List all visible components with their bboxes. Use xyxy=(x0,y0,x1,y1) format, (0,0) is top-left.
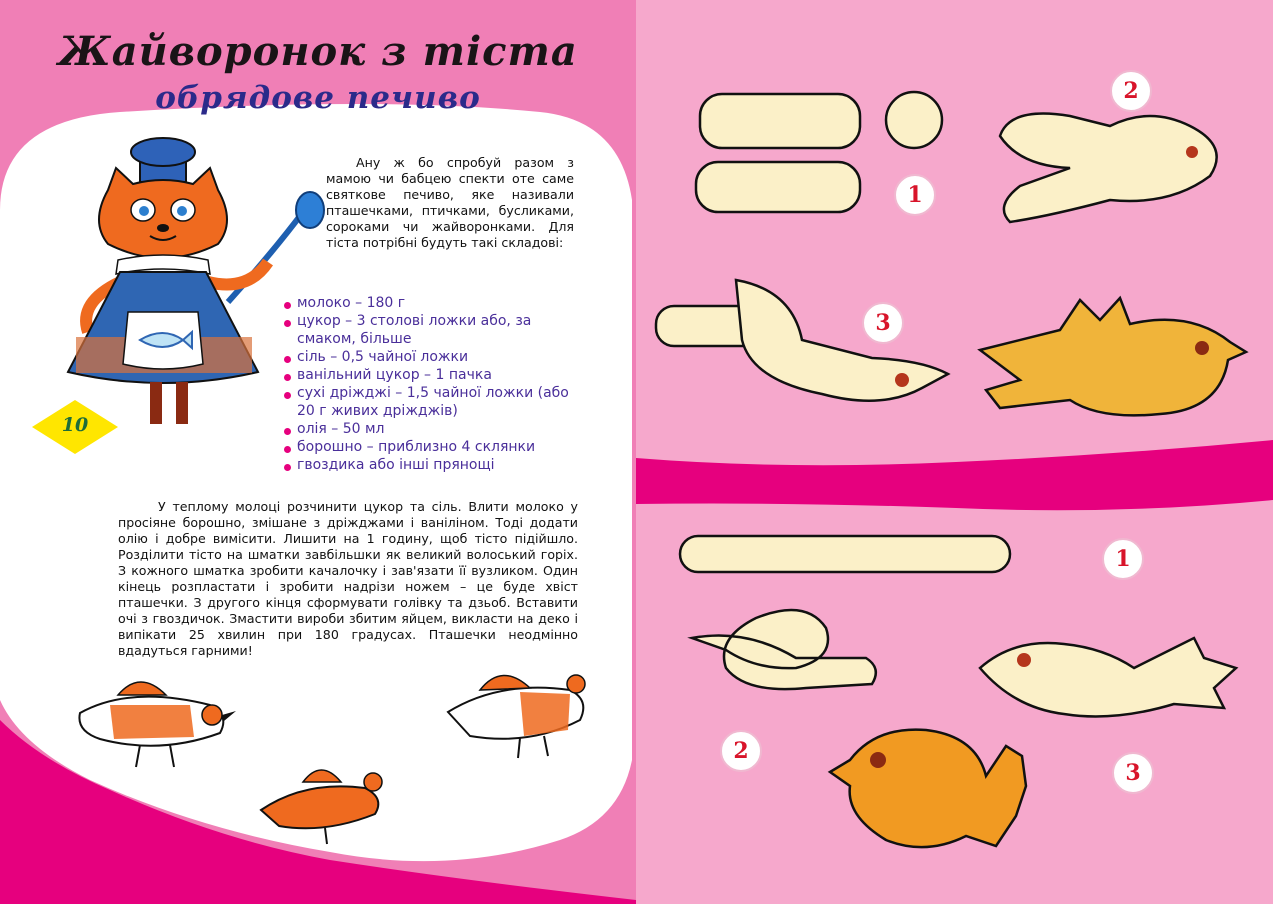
dough-bird-step3-bottom xyxy=(974,618,1244,728)
decorative-bird-left xyxy=(70,655,240,775)
right-page xyxy=(636,0,1273,904)
step-number-3-top: 3 xyxy=(862,302,904,344)
ingredient-item: ванільний цукор – 1 пачка xyxy=(282,366,582,384)
page-subtitle: обрядове печиво xyxy=(155,80,481,116)
decorative-bird-right xyxy=(440,650,600,765)
ingredient-item: гвоздика або інші прянощі xyxy=(282,456,582,474)
ingredient-item: молоко – 180 г xyxy=(282,294,582,312)
decorative-bird-center xyxy=(255,748,395,848)
step-number-1-top: 1 xyxy=(894,174,936,216)
baked-bird-top xyxy=(970,290,1250,430)
dough-knot-step2-bottom xyxy=(686,598,886,708)
step-number-3-bottom: 3 xyxy=(1112,752,1154,794)
dough-bird-step3-top xyxy=(652,270,952,420)
ingredient-item: олія – 50 мл xyxy=(282,420,582,438)
dough-rope-step1-bottom xyxy=(676,530,1016,580)
intro-text: Ану ж бо спробуй разом з мамою чи бабцею спекти оте саме святкове печиво, яке називали пташечками, птичками, бусликами, сороками чи жайворонками. Для тіста потрібні будуть такі складові: xyxy=(326,155,574,250)
step-number-2-top: 2 xyxy=(1110,70,1152,112)
ingredient-item: цукор – 3 столові ложки або, за смаком, більше xyxy=(282,312,582,348)
ingredient-item: сухі дріжджі – 1,5 чайної ложки (або 20 г живих дріжджів) xyxy=(282,384,582,420)
ingredient-item: сіль – 0,5 чайної ложки xyxy=(282,348,582,366)
baked-bird-bottom xyxy=(826,716,1036,856)
left-page xyxy=(0,0,636,904)
dough-bird-step2-top xyxy=(990,96,1240,226)
page-title: Жайворонок з тіста xyxy=(58,28,578,75)
instructions-text: У теплому молоці розчинити цукор та сіль. Влити молоко у просіяне борошно, змішане з дріжджами і ваніліном. Тоді додати олію і добре вимісити. Лишити на 1 годину, щоб тісто підійшло. Розділити тісто на шматки завбільшки як великий волоський горіх. З кожного шматка зробити качалочку і зав'язати її вузликом. Один кінець розпластати і зробити надрізи ножем – це буде хвіст пташечки. З другого кінця сформувати голівку та дзьоб. Вставити очі з гвоздичок. Змастити вироби збитим яйцем, викласти на деко і випікати 25 хвилин при 180 градусах. Пташечки неодмінно вдадуться гарними! xyxy=(118,499,578,658)
step-number-2-bottom: 2 xyxy=(720,730,762,772)
step-number-1-bottom: 1 xyxy=(1102,538,1144,580)
page-number: 10 xyxy=(61,414,89,436)
ingredient-list xyxy=(282,294,582,474)
ingredient-item: борошно – приблизно 4 склянки xyxy=(282,438,582,456)
